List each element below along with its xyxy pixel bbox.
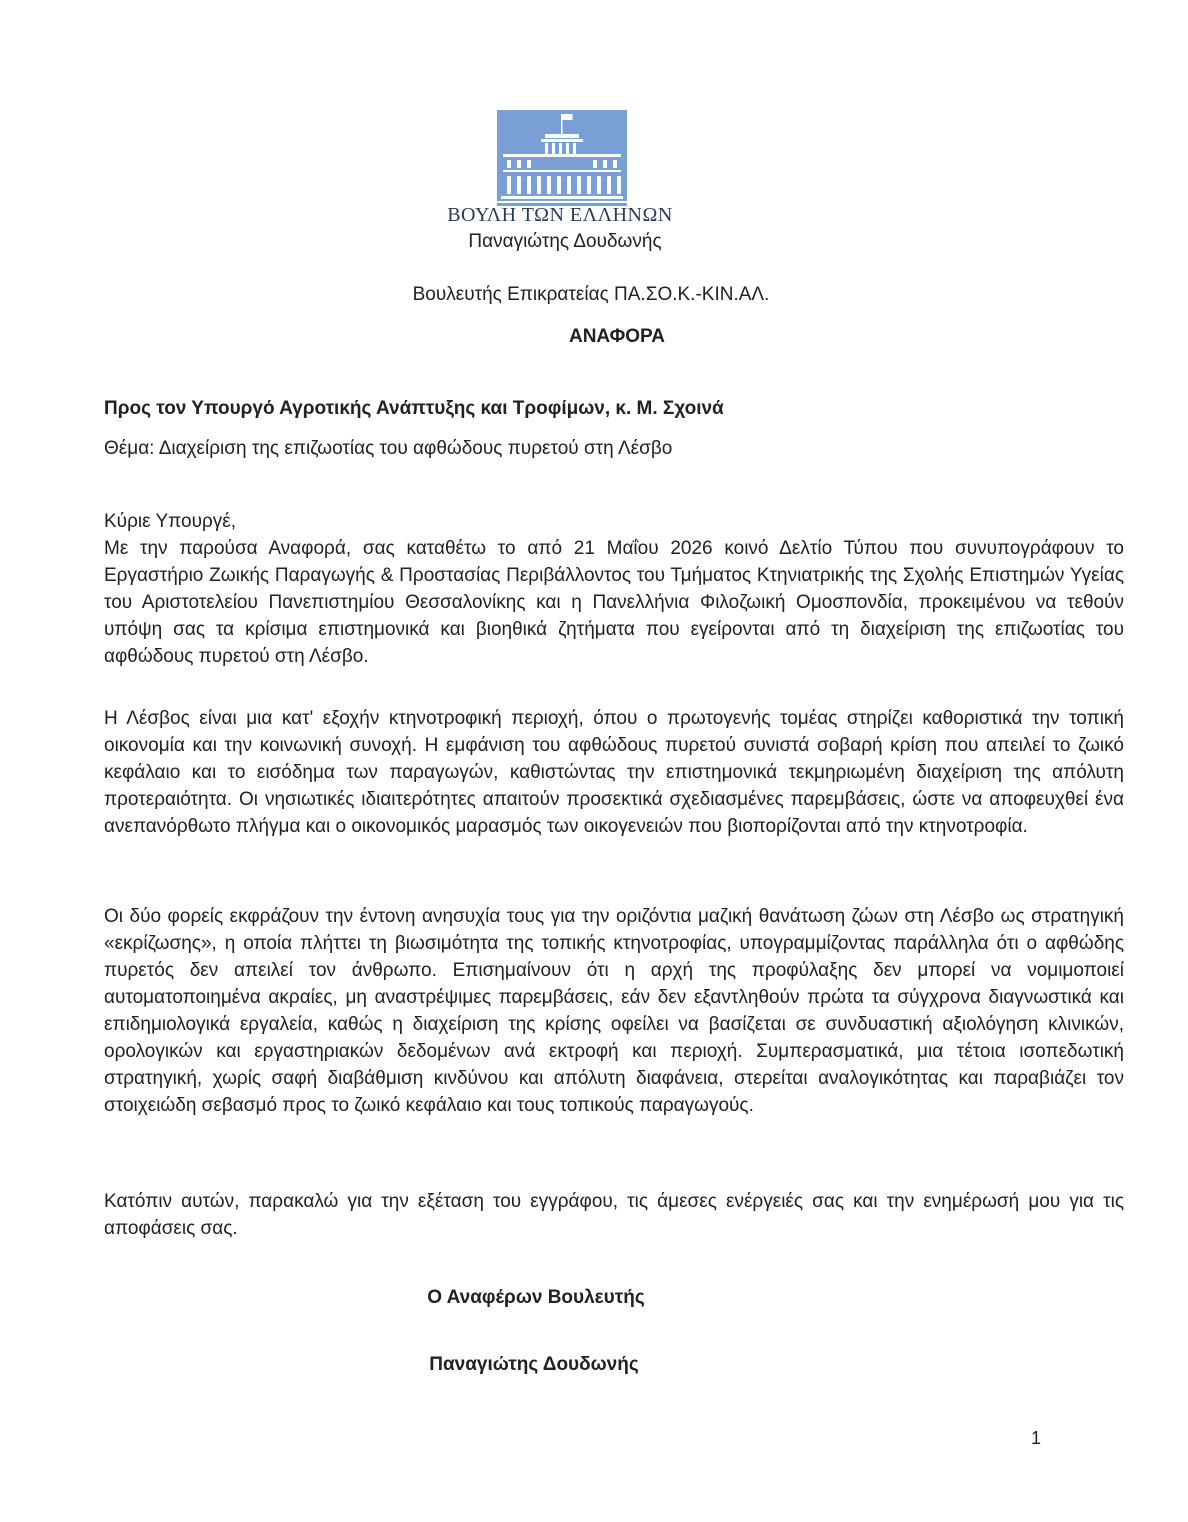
page-number: 1: [1031, 1428, 1042, 1448]
body-paragraph-4: Κατόπιν αυτών, παρακαλώ για την εξέταση του εγγράφου, τις άμεσες ενέργειές σας και την ενημέρωσή μου για τις αποφάσεις σας.: [104, 1191, 1124, 1239]
body-paragraph-2: Η Λέσβος είναι μια κατ' εξοχήν κτηνοτροφική περιοχή, όπου ο πρωτογενής τομέας στηρίζει καθοριστικά την τοπική οικονομία και την κοινωνική συνοχή. Η εμφάνιση του αφθώδους πυρετού συνιστά σοβαρή κρίση που απειλεί το ζωικό κεφάλαιο και το εισόδημα των παραγωγών, καθιστώντας την επιστημονικά τεκμηριωμένη διαχείριση της απόλυτη προτεραιότητα. Οι νησιωτικές ιδιαιτερότητες απαιτούν προσεκτικά σχεδιασμένες παρεμβάσεις, ώστε να αποφευχθεί ένα ανεπανόρθωτο πλήγμα και ο οικονομικός μαρασμός των οικογενειών που βιοπορίζονται από την κτηνοτροφία.: [104, 708, 1124, 837]
signature-title: Ο Αναφέρων Βουλευτής: [427, 1287, 645, 1308]
parliament-name: ΒΟΥΛΗ ΤΩΝ ΕΛΛΗΝΩΝ: [447, 204, 673, 226]
greek-parliament-building-icon: [497, 110, 627, 206]
mp-name: Παναγιώτης Δουδωνής: [468, 231, 662, 252]
subject-line: Θέμα: Διαχείριση της επιζωοτίας του αφθώδους πυρετού στη Λέσβο: [104, 438, 673, 459]
signature-name: Παναγιώτης Δουδωνής: [429, 1354, 639, 1375]
document-type-heading: ΑΝΑΦΟΡΑ: [568, 326, 665, 347]
salutation: Κύριε Υπουργέ,: [104, 511, 237, 532]
body-paragraph-3: Οι δύο φορείς εκφράζουν την έντονη ανησυχία τους για την οριζόντια μαζική θανάτωση ζώων στη Λέσβο ως στρατηγική «εκρίζωσης», η οποία πλήττει τη βιωσιμότητα της τοπικής κτηνοτροφίας, υπογραμμίζοντας παράλληλα ότι ο αφθώδης πυρετός δεν απειλεί τον άνθρωπο. Επισημαίνουν ότι η αρχή της προφύλαξης δεν μπορεί να νομιμοποιεί αυτοματοποιημένα ακραίες, μη αναστρέψιμες παρεμβάσεις, εάν δεν εξαντληθούν πρώτα τα σύγχρονα διαγνωστικά και επιδημιολογικά εργαλεία, καθώς η διαχείριση της κρίσης οφείλει να βασίζεται σε συνδυαστική αξιολόγηση κλινικών, ορολογικών και εργαστηριακών δεδομένων ανά εκτροφή και περιοχή. Συμπερασματικά, μια τέτοια ισοπεδωτική στρατηγική, χωρίς σαφή διαβάθμιση κινδύνου και απόλυτη διαφάνεια, στερείται αναλογικότητας και παραβιάζει τον στοιχειώδη σεβασμό προς το ζωικό κεφάλαιο και τους τοπικούς παραγωγούς.: [104, 906, 1124, 1116]
mp-title: Βουλευτής Επικρατείας ΠΑ.ΣΟ.Κ.-ΚΙΝ.ΑΛ.: [412, 284, 770, 305]
body-paragraph-1: Με την παρούσα Αναφορά, σας καταθέτω το από 21 Μαΐου 2026 κοινό Δελτίο Τύπου που συνυπογράφουν το Εργαστήριο Ζωικής Παραγωγής & Προστασίας Περιβάλλοντος του Τμήματος Κτηνιατρικής της Σχολής Επιστημών Υγείας του Αριστοτελείου Πανεπιστημίου Θεσσαλονίκης και η Πανελλήνια Φιλοζωική Ομοσπονδία, προκειμένου να τεθούν υπόψη σας τα κρίσιμα επιστημονικά και βιοηθικά ζητήματα που εγείρονται από τη διαχείριση της επιζωοτίας του αφθώδους πυρετού στη Λέσβο.: [104, 538, 1124, 667]
recipient-line: Προς τον Υπουργό Αγροτικής Ανάπτυξης και Τροφίμων, κ. Μ. Σχοινά: [104, 398, 724, 419]
